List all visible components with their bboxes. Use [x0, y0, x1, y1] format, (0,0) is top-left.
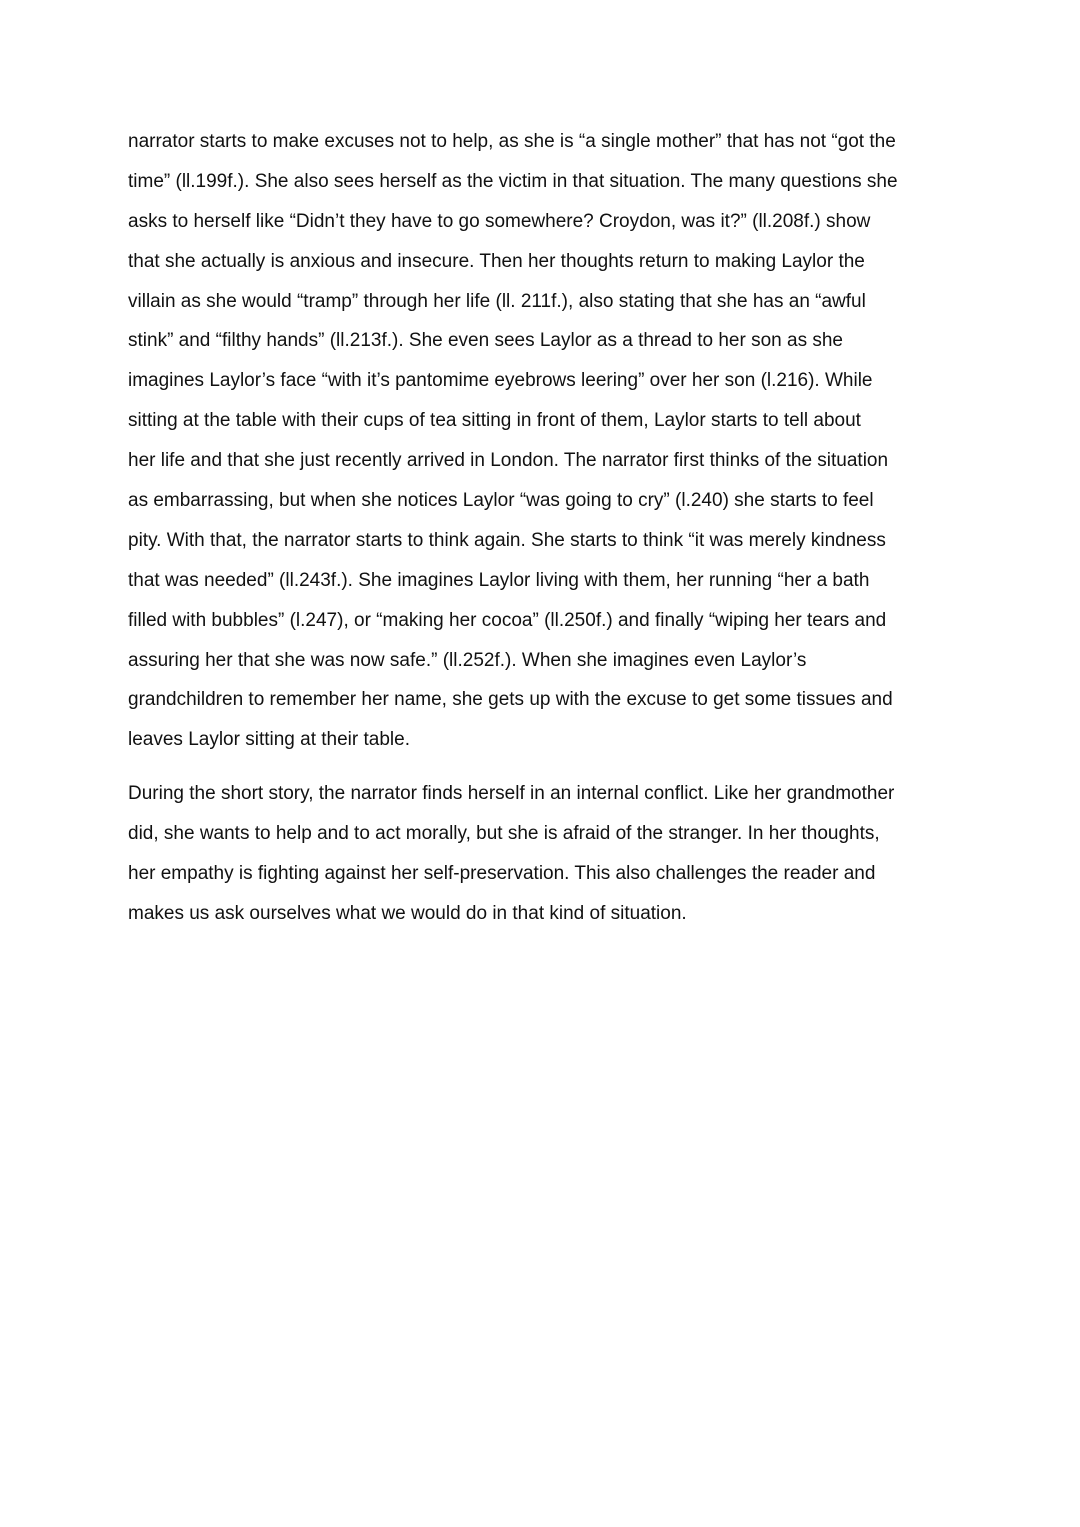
text-line: as embarrassing, but when she notices Laylor “was going to cry” (l.240) she starts to feel — [128, 490, 874, 512]
text-line: During the short story, the narrator finds herself in an internal conflict. Like her grandmother — [128, 783, 895, 805]
text-line: did, she wants to help and to act morally, but she is afraid of the stranger. In her thoughts, — [128, 823, 880, 845]
text-line: her life and that she just recently arrived in London. The narrator first thinks of the situation — [128, 450, 889, 472]
text-line: assuring her that she was now safe.” (ll.252f.). When she imagines even Laylor’s — [128, 649, 807, 671]
text-line: her empathy is fighting against her self-preservation. This also challenges the reader and — [128, 863, 876, 885]
text-line: time” (ll.199f.). She also sees herself as the victim in that situation. The many questions she — [128, 170, 898, 192]
paragraph-2 — [128, 774, 958, 934]
text-line: villain as she would “tramp” through her life (ll. 211f.), also stating that she has an “awful — [128, 290, 866, 312]
text-line: stink” and “filthy hands” (ll.213f.). She even sees Laylor as a thread to her son as she — [128, 330, 843, 352]
text-line: that was needed” (ll.243f.). She imagines Laylor living with them, her running “her a bath — [128, 569, 870, 591]
paragraph-gap — [128, 760, 958, 774]
text-line: narrator starts to make excuses not to help, as she is “a single mother” that has not “got the — [128, 131, 896, 152]
text-line: grandchildren to remember her name, she gets up with the excuse to get some tissues and — [128, 689, 893, 711]
text-line: filled with bubbles” (l.247), or “making her cocoa” (ll.250f.) and finally “wiping her tears and — [128, 609, 887, 631]
text-line: that she actually is anxious and insecure. Then her thoughts return to making Laylor the — [128, 250, 865, 272]
text-line: leaves Laylor sitting at their table. — [128, 729, 410, 751]
text-line: makes us ask ourselves what we would do in that kind of situation. — [128, 902, 687, 924]
text-line: imagines Laylor’s face “with it’s pantomime eyebrows leering” over her son (l.216). While — [128, 370, 873, 392]
paragraph-1 — [128, 122, 958, 760]
text-line: asks to herself like “Didn’t they have to go somewhere? Croydon, was it?” (ll.208f.) show — [128, 210, 871, 232]
text-line: pity. With that, the narrator starts to think again. She starts to think “it was merely kindness — [128, 529, 886, 551]
body-text — [128, 122, 958, 934]
text-line: sitting at the table with their cups of tea sitting in front of them, Laylor starts to tell about — [128, 410, 861, 432]
